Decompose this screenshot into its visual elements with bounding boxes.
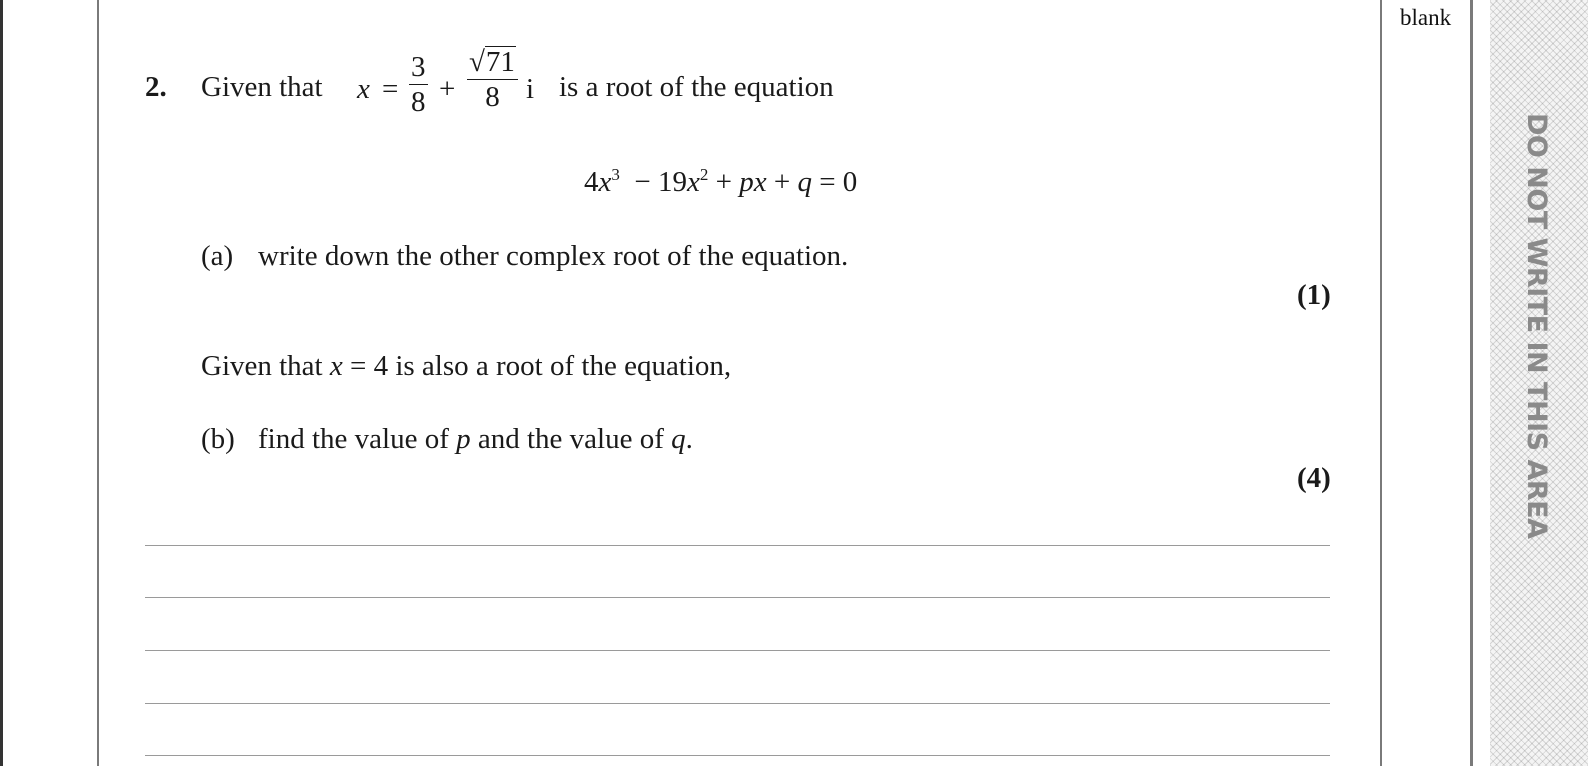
sqrt-symbol: √ — [469, 46, 485, 78]
answer-line[interactable] — [145, 755, 1330, 756]
part-b-q: q — [671, 423, 686, 455]
margin-divider-line — [1470, 0, 1473, 766]
frac2-numerator — [467, 46, 518, 77]
part-b-pre: find the value of — [258, 423, 449, 455]
eq-plus-1: + — [715, 166, 732, 198]
eq-q: q — [797, 166, 812, 198]
eq-px: px — [739, 166, 767, 198]
given-x: x — [329, 350, 343, 382]
part-b-text — [258, 425, 693, 454]
answer-line[interactable] — [145, 597, 1330, 598]
question-number: 2. — [145, 71, 167, 103]
given-pre: Given that — [201, 350, 323, 382]
frac1-denominator: 8 — [411, 86, 426, 118]
part-b-end: . — [685, 423, 693, 455]
eq-minus-19: − 19 — [634, 166, 687, 198]
blank-label: blank — [1400, 5, 1452, 30]
frame-right-line — [1380, 0, 1382, 766]
given-rest: = 4 is also a root of the equation, — [349, 350, 732, 382]
eq-coefficient: 4 — [584, 166, 599, 198]
equation — [584, 165, 858, 198]
eq-x-squared: x — [686, 166, 700, 198]
frame-left-line — [97, 0, 99, 766]
eq-exponent-2: 2 — [699, 165, 709, 184]
part-a-text: write down the other complex root of the equation. — [258, 240, 849, 272]
imaginary-unit: i — [526, 73, 535, 105]
equals-sign: = — [382, 73, 399, 105]
fraction-three-eighths — [409, 53, 428, 117]
eq-x-cubed: x — [598, 166, 612, 198]
part-b-marks: (4) — [1297, 462, 1331, 494]
eq-exponent-3: 3 — [611, 165, 620, 184]
x-variable: x — [357, 73, 370, 105]
part-b-p: p — [456, 423, 471, 455]
page-edge-line — [0, 0, 3, 766]
part-b-label: (b) — [201, 423, 235, 455]
sqrt-expression — [469, 46, 516, 77]
answer-line[interactable] — [145, 545, 1330, 546]
question-tail: is a root of the equation — [559, 71, 834, 103]
part-a-marks: (1) — [1297, 279, 1331, 311]
answer-line[interactable] — [145, 703, 1330, 704]
frac2-bar — [467, 79, 518, 80]
eq-rhs: = 0 — [819, 166, 858, 198]
eq-plus-2: + — [773, 166, 791, 198]
answer-line[interactable] — [145, 650, 1330, 651]
plus-sign: + — [439, 73, 456, 105]
do-not-write-label: DO NOT WRITE IN THIS AREA — [1521, 113, 1552, 539]
question-intro: Given that — [201, 71, 323, 103]
frac1-bar — [409, 84, 428, 85]
frac1-numerator: 3 — [411, 51, 426, 83]
frac2-denominator: 8 — [485, 81, 500, 113]
part-b-mid: and the value of — [477, 423, 664, 455]
radicand: 71 — [485, 46, 515, 78]
given-statement — [201, 352, 731, 381]
part-a-label: (a) — [201, 240, 234, 272]
fraction-sqrt71-eighths — [467, 46, 518, 112]
